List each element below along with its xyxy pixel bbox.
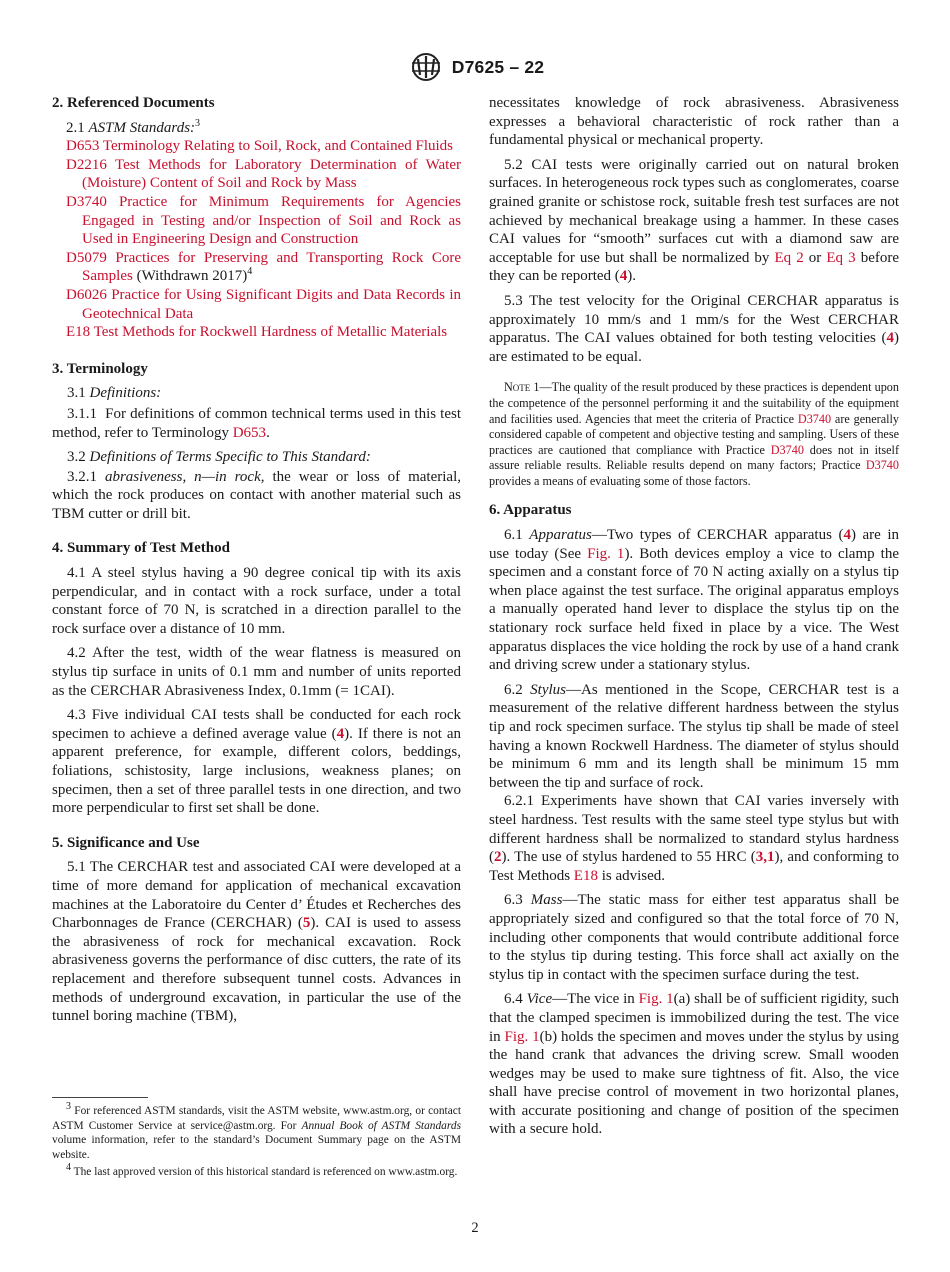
ref-code-link[interactable]: D6026 (66, 286, 107, 303)
section-4-title: 4. Summary of Test Method (52, 540, 230, 557)
footnote-4: $^4$ The last approved version of this historical standard is referenced on www.astm.org. (66, 1162, 458, 1179)
section-2-1: 2.1 ASTM Standards:$^3$ (66, 117, 201, 136)
d653-link[interactable]: D653 (232, 424, 267, 441)
referenced-standards-list (52, 137, 461, 342)
eq2-link[interactable]: Eq 2 (774, 249, 804, 266)
footnotes (52, 1101, 462, 1180)
ref-d3740: D3740 Practice for Minimum Requirements for Agencies Engaged in Testing and/or Inspection of Soil and Rock as Used in Engineering Design and Construction (66, 193, 461, 248)
citation-link[interactable]: 4 (336, 725, 345, 742)
section-5-1: 5.1 The CERCHAR test and associated CAI were developed at a time of more demand for application of mechanical excavation machines at the Laboratoire du Center d’ Études et Recherches des Charbonnages de France (CERCHAR) (5). CAI is used to assess the abrasiveness of rock for mechanical excavation. Rock abrasiveness governs the performance of disc cutters, the rate of its replacement and therefore subsequent tunnel costs. Advances in methods of underground excavation, in particular the use of the tunnel boring machine (TBM), (52, 859, 461, 1025)
section-3-1: 3.1 Definitions: (67, 385, 162, 402)
section-5-1-continued: necessitates knowledge of rock abrasiveness. Abrasiveness expresses a behavioral characteristic of rock rather than a fundamental physical or mechanical property. (489, 95, 899, 149)
fig1-link[interactable]: Fig. 1 (587, 545, 625, 562)
d3740-link[interactable]: D3740 (865, 458, 899, 473)
footnote-3: $^3$ For referenced ASTM standards, visit the ASTM website, www.astm.org, or contact ASTM Customer Service at service@astm.org. For Annual Book of ASTM Standards volume information, refer to the standard’s Document Summary page on the ASTM website. (52, 1101, 462, 1161)
note-1: Note 1—The quality of the result produced by these practices is dependent upon the competence of the personnel performing it and the suitability of the equipment and facilities used. Agencies that meet the criteria of Practice D3740 are generally considered capable of competent and objective testing and sampling. Users of these practices are cautioned that compliance with Practice D3740 does not in itself assure reliable results. Reliable results depend on many factors; Practice D3740 provides a means of evaluating some of those factors. (489, 380, 900, 488)
eq3-link[interactable]: Eq 3 (826, 249, 856, 266)
ref-code-link[interactable]: D3740 (66, 193, 107, 210)
section-3-2-1: 3.2.1 abrasiveness, n—in rock, the wear or loss of material, which the rock produces on contact with another material such as TBM cutter or drill bit. (52, 468, 461, 522)
section-6-1: 6.1 Apparatus—Two types of CERCHAR apparatus (4) are in use today (See Fig. 1). Both devices employ a vice to clamp the specimen and a constant force of 70 N acting axially on a stylus tip when place against the test surface. The original apparatus employs a manually operated hand lever to displace the stylus tip on the stationary rock surface held fixed in place by a vice. The West apparatus displaces the vice holding the rock by use of a hand crank and driving screw under a stationary stylus. (489, 527, 900, 674)
ref-code-link[interactable]: D2216 (66, 156, 107, 173)
section-5-title: 5. Significance and Use (52, 834, 200, 851)
section-4-2: 4.2 After the test, width of the wear flatness is measured on stylus tip surface in units of 0.1 mm and number of units reported as the CERCHAR Abrasiveness Index, 0.1mm (= 1CAI). (52, 645, 461, 699)
section-2-title: 2. Referenced Documents (52, 95, 215, 111)
citation-link[interactable]: 5 (302, 915, 311, 932)
section-5-3: 5.3 The test velocity for the Original CERCHAR apparatus is approximately 10 mm/s and 1 mm/s for the West CERCHAR apparatus. The CAI values obtained for both testing velocities (4) are estimated to be equal. (489, 292, 899, 365)
citation-link[interactable]: 3,1 (755, 849, 775, 866)
page-number: 2 (471, 1220, 479, 1236)
section-3-title: 3. Terminology (52, 360, 148, 377)
ref-code-link[interactable]: E18 (66, 324, 91, 341)
ref-code-link[interactable]: D653 (66, 138, 100, 155)
section-3-1-1: 3.1.1 For definitions of common technical terms used in this test method, refer to Terminology D653. (52, 405, 462, 441)
left-column (52, 94, 461, 1026)
footnote-divider (52, 1097, 148, 1098)
page-header (0, 52, 950, 82)
ref-d2216: D2216 Test Methods for Laboratory Determination of Water (Moisture) Content of Soil and Rock by Mass (66, 156, 461, 192)
d3740-link[interactable]: D3740 (797, 411, 832, 426)
citation-link[interactable]: 4 (843, 527, 851, 544)
ref-code-link[interactable]: D5079 (66, 249, 107, 266)
citation-link[interactable]: 4 (886, 330, 894, 347)
section-6-4: 6.4 Vice—The vice in Fig. 1(a) shall be of sufficient rigidity, such that the clamped specimen is immobilized during the test. The vice in Fig. 1(b) holds the specimen and moves under the stylus by using the hand crank that advances the driving screw. Small wooden wedges may be used to make sure tightness of fit. Also, the vice shall have precise control of movement in two horizontal planes, with accurate positioning and change of position of the specimen with a secure hold. (489, 991, 900, 1138)
section-4-1: 4.1 A steel stylus having a 90 degree conical tip with its axis perpendicular, and in contact with a rock surface, under a total constant force of 70 N, is scratched in a direction parallel to the rock surface over a distance of 10 mm. (52, 565, 461, 637)
d3740-link[interactable]: D3740 (770, 442, 804, 457)
astm-logo-icon (406, 52, 446, 82)
ref-d653: D653 Terminology Relating to Soil, Rock, and Contained Fluids (66, 138, 454, 155)
section-5-2: 5.2 CAI tests were originally carried out on natural broken surfaces. In heterogeneous rock types such as conglomerates, coarse grained granite or schistose rock, suitable fresh test surfaces are not achieved by mechanical breakage using a hammer. In these cases CAI values for “smooth” surfaces cut with a diamond saw are acceptable for use but shall be normalized by Eq 2 or Eq 3 before they can be reported (4). (489, 156, 900, 285)
section-6-2: 6.2 Stylus—As mentioned in the Scope, CERCHAR test is a measurement of the relative different hardness between the stylus tip and rock specimen surface. The stylus tip shall be made of steel having a known Rockwell Hardness. The diameter of stylus should be minimum 6 mm and its length shall be minimum 15 mm between the tip and surface of rock. (489, 681, 900, 791)
section-6-title: 6. Apparatus (489, 502, 572, 519)
section-6-3: 6.3 Mass—The static mass for either test apparatus shall be appropriately sized and configured so that the total force of 70 N, including other components that would contribute additional force to the stylus tip during testing. This force shall act axially on the stylus tip in contact with the specimen surface during the test. (489, 892, 900, 983)
fig1-link[interactable]: Fig. 1 (504, 1028, 540, 1045)
ref-e18: E18 Test Methods for Rockwell Hardness of Metallic Materials (66, 324, 448, 341)
section-3-2: 3.2 Definitions of Terms Specific to This Standard: (67, 449, 371, 466)
section-4-3: 4.3 Five individual CAI tests shall be conducted for each rock specimen to achieve a defined average value (4). If there is not an apparent preference, for example, different colors, beddings, foliations, schistosity, large inclusions, weakness planes; on specimen, then a set of three parallel tests in one direction, and two more perpendicular to first set shall be done. (52, 707, 461, 817)
e18-link[interactable]: E18 (573, 867, 598, 884)
right-column (489, 94, 899, 1139)
fig1-link[interactable]: Fig. 1 (638, 991, 674, 1008)
section-6-2-1: 6.2.1 Experiments have shown that CAI varies inversely with steel hardness. Test results with the same steel type stylus but with different hardness shall be normalized to standard stylus hardness (2). The use of stylus hardened to 55 HRC (3,1), and conforming to Test Methods E18 is advised. (489, 793, 899, 884)
ref-d5079: D5079 Practices for Preserving and Transporting Rock Core Samples (Withdrawn 2017)$^4$ (66, 249, 462, 285)
document-designation: D7625 – 22 (451, 56, 545, 77)
ref-d6026: D6026 Practice for Using Significant Digits and Data Records in Geotechnical Data (66, 286, 461, 322)
citation-link[interactable]: 4 (619, 268, 628, 285)
citation-link[interactable]: 2 (494, 849, 502, 866)
